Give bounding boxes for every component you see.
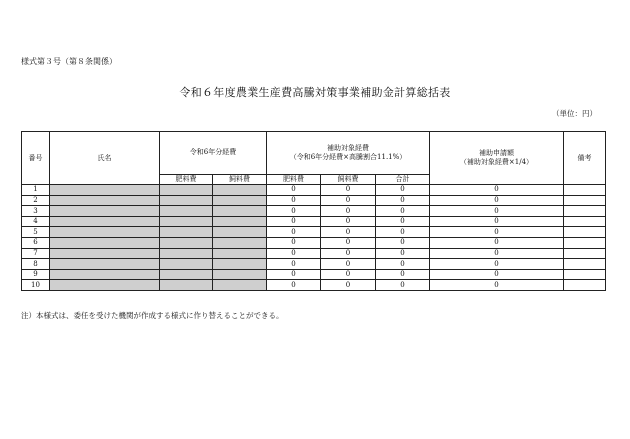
feed-cell[interactable] [213,280,267,291]
application-cell: 0 [430,185,564,196]
name-cell[interactable] [50,259,160,270]
table-row [22,259,606,270]
fertilizer-cell[interactable] [160,216,213,227]
name-cell[interactable] [50,195,160,206]
header-feed: 飼料費 [213,175,267,185]
name-cell[interactable] [50,206,160,217]
target-feed-cell: 0 [321,227,376,238]
target-feed-cell: 0 [321,185,376,196]
target-fertilizer-cell: 0 [267,216,321,227]
remarks-cell[interactable] [564,280,606,291]
name-cell[interactable] [50,185,160,196]
header-application-sub: （補助対象経費×1/4） [459,158,534,167]
summary-table [21,131,606,291]
header-subsidy-target-title: 補助対象経費 [327,143,369,152]
row-no: 4 [22,216,50,227]
table-row [22,206,606,217]
table-row [22,238,606,249]
table-row [22,227,606,238]
feed-cell[interactable] [213,195,267,206]
target-total-cell: 0 [376,238,430,249]
target-total-cell: 0 [376,195,430,206]
remarks-cell[interactable] [564,248,606,259]
document-title: 令和６年度農業生産費高騰対策事業補助金計算総括表 [179,86,451,99]
feed-cell[interactable] [213,216,267,227]
fertilizer-cell[interactable] [160,185,213,196]
table-row [22,280,606,291]
target-total-cell: 0 [376,259,430,270]
application-cell: 0 [430,216,564,227]
application-cell: 0 [430,238,564,249]
name-cell[interactable] [50,248,160,259]
row-no: 10 [22,280,50,291]
row-no: 7 [22,248,50,259]
feed-cell[interactable] [213,238,267,249]
target-feed-cell: 0 [321,206,376,217]
feed-cell[interactable] [213,259,267,270]
fertilizer-cell[interactable] [160,248,213,259]
target-total-cell: 0 [376,185,430,196]
row-no: 6 [22,238,50,249]
name-cell[interactable] [50,227,160,238]
target-total-cell: 0 [376,280,430,291]
header-remarks: 備考 [564,132,606,185]
remarks-cell[interactable] [564,238,606,249]
table-row [22,216,606,227]
target-feed-cell: 0 [321,248,376,259]
target-feed-cell: 0 [321,280,376,291]
feed-cell[interactable] [213,227,267,238]
application-cell: 0 [430,195,564,206]
application-cell: 0 [430,259,564,270]
remarks-cell[interactable] [564,195,606,206]
target-total-cell: 0 [376,248,430,259]
header-target-feed: 飼料費 [321,175,376,185]
header-subsidy-target-sub: （令和6年分経費×高騰割合11.1%） [289,153,407,161]
target-fertilizer-cell: 0 [267,195,321,206]
remarks-cell[interactable] [564,206,606,217]
remarks-cell[interactable] [564,259,606,270]
remarks-cell[interactable] [564,216,606,227]
target-total-cell: 0 [376,269,430,280]
feed-cell[interactable] [213,206,267,217]
row-no: 9 [22,269,50,280]
target-feed-cell: 0 [321,216,376,227]
target-feed-cell: 0 [321,195,376,206]
remarks-cell[interactable] [564,227,606,238]
fertilizer-cell[interactable] [160,238,213,249]
feed-cell[interactable] [213,185,267,196]
fertilizer-cell[interactable] [160,280,213,291]
target-fertilizer-cell: 0 [267,185,321,196]
header-target-total: 合計 [376,175,430,185]
header-name: 氏名 [50,132,160,185]
row-no: 5 [22,227,50,238]
footnote: 注）本様式は、委任を受けた機関が作成する様式に作り替えることができる。 [21,311,284,320]
target-fertilizer-cell: 0 [267,280,321,291]
remarks-cell[interactable] [564,269,606,280]
application-cell: 0 [430,269,564,280]
target-fertilizer-cell: 0 [267,227,321,238]
table-row [22,269,606,280]
target-feed-cell: 0 [321,269,376,280]
fertilizer-cell[interactable] [160,259,213,270]
table-row [22,185,606,196]
header-application-title: 補助申請額 [479,148,514,157]
header-application [430,132,564,185]
target-feed-cell: 0 [321,259,376,270]
fertilizer-cell[interactable] [160,195,213,206]
target-fertilizer-cell: 0 [267,206,321,217]
application-cell: 0 [430,206,564,217]
feed-cell[interactable] [213,269,267,280]
application-cell: 0 [430,227,564,238]
unit-label: （単位：円） [552,109,597,118]
table-row [22,248,606,259]
name-cell[interactable] [50,216,160,227]
name-cell[interactable] [50,269,160,280]
table-row [22,195,606,206]
application-cell: 0 [430,280,564,291]
application-cell: 0 [430,248,564,259]
name-cell[interactable] [50,238,160,249]
target-fertilizer-cell: 0 [267,269,321,280]
name-cell[interactable] [50,280,160,291]
header-target-fertilizer: 肥料費 [267,175,321,185]
target-total-cell: 0 [376,206,430,217]
target-fertilizer-cell: 0 [267,259,321,270]
target-total-cell: 0 [376,227,430,238]
remarks-cell[interactable] [564,185,606,196]
fertilizer-cell[interactable] [160,227,213,238]
fertilizer-cell[interactable] [160,206,213,217]
header-fertilizer: 肥料費 [160,175,213,185]
header-no: 番号 [22,132,50,185]
target-feed-cell: 0 [321,238,376,249]
row-no: 8 [22,259,50,270]
row-no: 3 [22,206,50,217]
feed-cell[interactable] [213,248,267,259]
target-fertilizer-cell: 0 [267,248,321,259]
form-number: 様式第３号（第８条関係） [21,57,117,66]
fertilizer-cell[interactable] [160,269,213,280]
row-no: 2 [22,195,50,206]
target-total-cell: 0 [376,216,430,227]
header-subsidy-target [267,132,430,175]
row-no: 1 [22,185,50,196]
header-costs-r6: 令和6年分経費 [160,132,267,175]
target-fertilizer-cell: 0 [267,238,321,249]
